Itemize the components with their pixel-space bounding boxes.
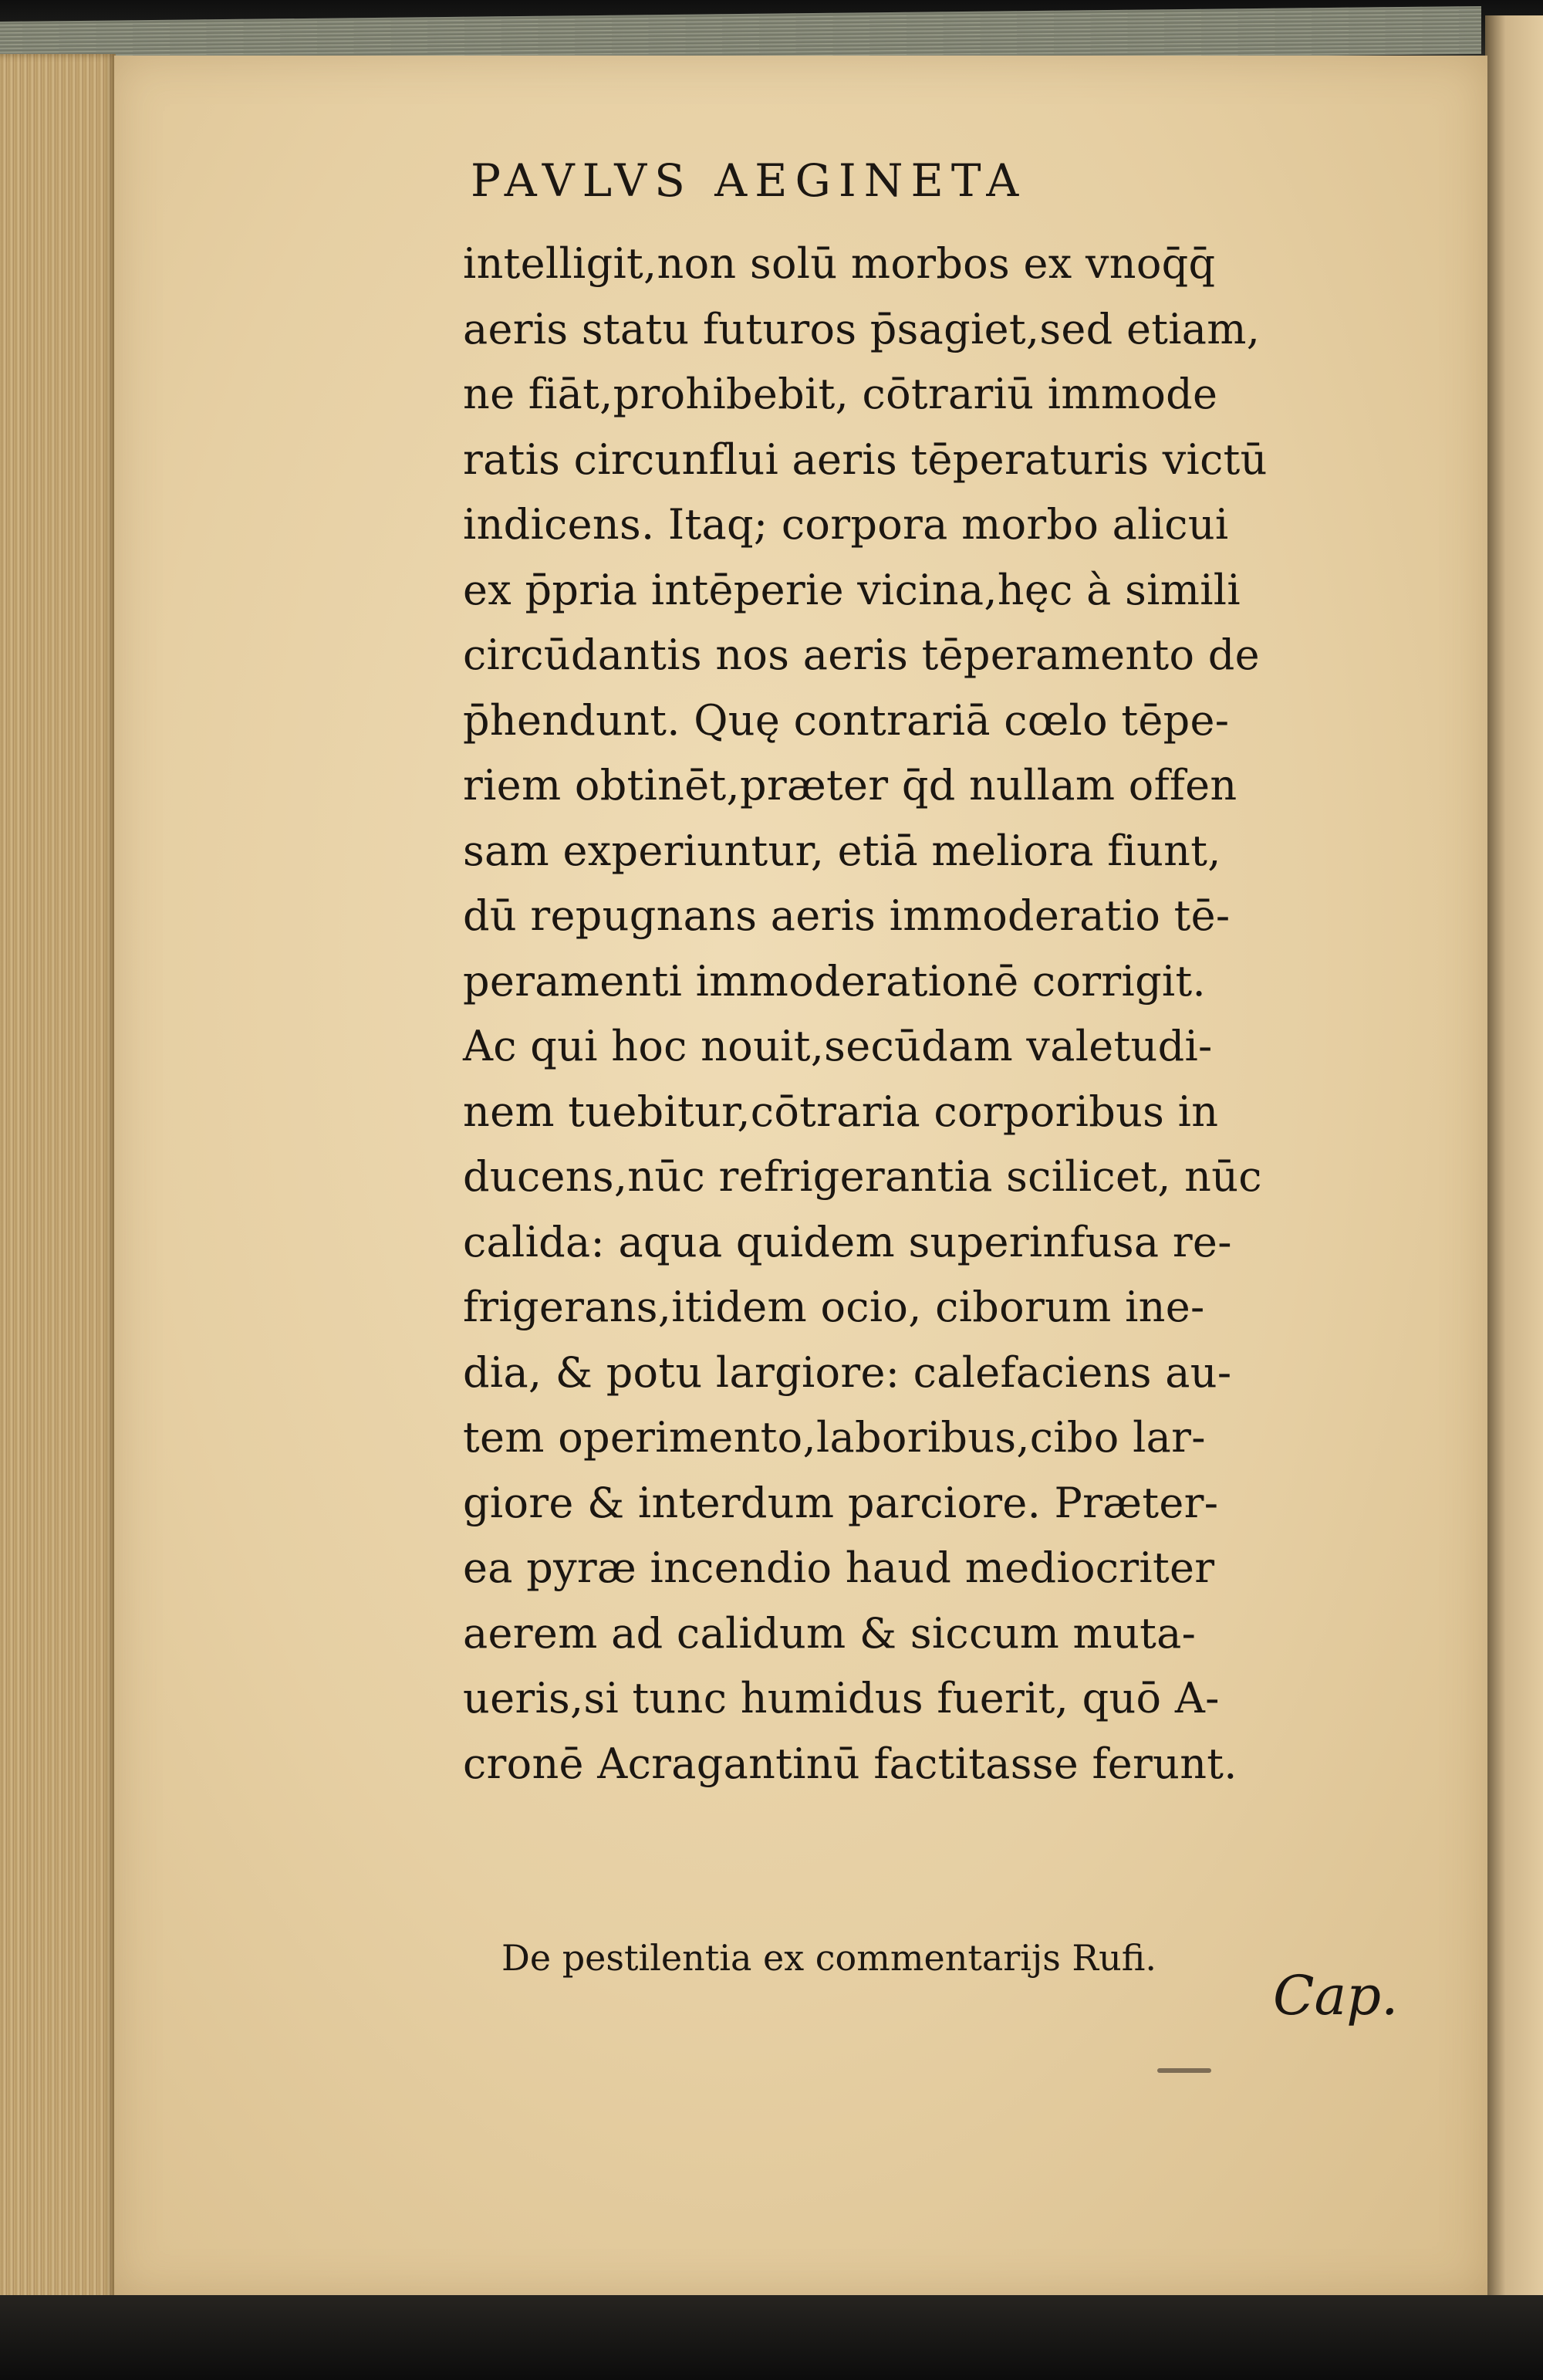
text-line: Ac qui hoc nouit,secūdam valetudi- [463, 1022, 1213, 1070]
text-line: dia, & potu largiore: calefaciens au- [463, 1347, 1232, 1397]
text-line: calida: aqua quidem superinfusa re- [463, 1217, 1232, 1266]
ink-smudge [1157, 2068, 1211, 2073]
text-line: ducens,nūc refrigerantia scilicet, nūc [463, 1152, 1262, 1201]
text-line: cronē Acragantinū factitasse ferunt. [463, 1739, 1237, 1788]
text-line: frigerans,itidem ocio, ciborum ine- [463, 1283, 1205, 1331]
text-line: ne fiāt,prohibebit, cōtrariū immode [463, 370, 1218, 418]
text-line: dū repugnans aeris immoderatio tē- [463, 891, 1231, 940]
text-line: peramenti immoderationē corrigit. [463, 956, 1206, 1006]
text-line: nem tuebitur,cōtraria corporibus in [463, 1087, 1219, 1136]
chapter-heading: De pestilentia ex commentarijs Rufi. [501, 1937, 1157, 1979]
running-header: PAVLVS AEGINETA [471, 154, 1027, 207]
text-line: aerem ad calidum & siccum muta- [463, 1608, 1197, 1658]
text-line: intelligit,non solū morbos ex vnoq̄q̄ [463, 239, 1216, 288]
text-line: ueris,si tunc humidus fuerit, quō A- [463, 1674, 1220, 1722]
text-line: giore & interdum parciore. Præter- [463, 1478, 1219, 1527]
text-line: aeris statu futuros p̄sagiet,sed etiam, [463, 304, 1261, 353]
chapter-abbrev: Cap. [1273, 1964, 1399, 2027]
facing-page-edge [1485, 15, 1543, 2323]
text-line: ratis circunflui aeris tēperaturis victū [463, 434, 1268, 484]
background-bottom [0, 2295, 1543, 2380]
body-text [463, 232, 1435, 1797]
text-line: ea pyræ incendio haud mediocriter [463, 1543, 1215, 1592]
text-line: p̄hendunt. Quę contrariā cœlo tēpe- [463, 695, 1230, 745]
text-line: sam experiuntur, etiā meliora fiunt, [463, 826, 1221, 875]
text-line: tem operimento,laboribus,cibo lar- [463, 1413, 1206, 1462]
text-line: riem obtinēt,præter q̄d nullam offen [463, 761, 1237, 810]
text-line: circūdantis nos aeris tēperamento de [463, 630, 1260, 679]
text-line: ex p̄pria intēperie vicina,hęc à simili [463, 565, 1241, 614]
text-line: indicens. Itaq; corpora morbo alicui [463, 500, 1229, 549]
page-stack-fore-edge [0, 54, 116, 2315]
